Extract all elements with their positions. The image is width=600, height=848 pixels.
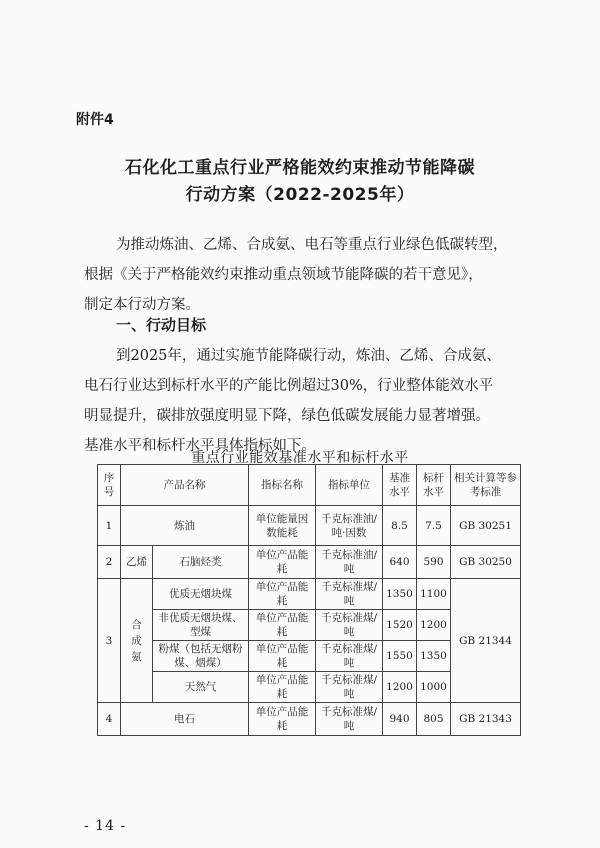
goal-line: 电石行业达到标杆水平的产能比例超过30%，行业整体能效水平: [84, 378, 494, 394]
table-row: [98, 579, 521, 610]
cell-category: [121, 579, 153, 703]
header-product: 产品名称: [121, 465, 249, 506]
cell-indicator: 单位产品能耗: [249, 703, 316, 736]
page-number: - 14 -: [84, 818, 127, 834]
cell-base: 1200: [383, 672, 417, 703]
document-title-line1: 石化化工重点行业严格能效约束推动节能降碳: [125, 158, 475, 178]
cell-unit: 千克标准煤/吨: [316, 641, 383, 672]
cell-product: 粉煤（包括无烟粉煤、烟煤）: [153, 641, 249, 672]
cell-standard: GB 21344: [451, 579, 521, 703]
goal-line: 到2025年，通过实施节能降碳行动，炼油、乙烯、合成氨、: [116, 348, 501, 364]
cell-product: 非优质无烟块煤、型煤: [153, 610, 249, 641]
cell-unit: 千克标准煤/吨: [316, 672, 383, 703]
goal-line: 明显提升，碳排放强度明显下降，绿色低碳发展能力显著增强。: [84, 408, 490, 424]
header-standard: 相关计算等参考标准: [451, 465, 521, 506]
table-caption: 重点行业能效基准水平和标杆水平: [191, 450, 409, 466]
cell-base: 640: [383, 546, 417, 579]
cell-unit: 千克标准煤/吨: [316, 579, 383, 610]
cell-product: 天然气: [153, 672, 249, 703]
table-row: [98, 546, 521, 579]
cell-base: 1550: [383, 641, 417, 672]
cell-unit: 千克标准油/吨: [316, 546, 383, 579]
cell-seq: 2: [98, 546, 121, 579]
cell-standard: GB 30251: [451, 506, 521, 546]
cell-seq: 1: [98, 506, 121, 546]
intro-line: 根据《关于严格能效约束推动重点领域节能降碳的若干意见》，: [84, 267, 483, 283]
cell-base: 940: [383, 703, 417, 736]
cell-product: 石脑烃类: [153, 546, 249, 579]
header-bench: 标杆水平: [417, 465, 451, 506]
category-label: 合成氨: [131, 618, 142, 663]
cell-bench: 1200: [417, 610, 451, 641]
cell-base: 8.5: [383, 506, 417, 546]
section-heading: 一、行动目标: [116, 316, 207, 334]
intro-line: 为推动炼油、乙烯、合成氨、电石等重点行业绿色低碳转型，: [116, 237, 508, 253]
table-row: [98, 703, 521, 736]
cell-indicator: 单位能量因数能耗: [249, 506, 316, 546]
cell-bench: 7.5: [417, 506, 451, 546]
cell-indicator: 单位产品能耗: [249, 641, 316, 672]
cell-product: 电石: [121, 703, 249, 736]
header-seq: 序号: [98, 465, 121, 506]
table-row: [98, 506, 521, 546]
cell-unit: 千克标准煤/吨: [316, 703, 383, 736]
cell-indicator: 单位产品能耗: [249, 579, 316, 610]
cell-seq: 3: [98, 579, 121, 703]
intro-line: 制定本行动方案。: [84, 297, 200, 313]
cell-indicator: 单位产品能耗: [249, 610, 316, 641]
cell-category: 乙烯: [121, 546, 153, 579]
cell-bench: 1100: [417, 579, 451, 610]
cell-base: 1350: [383, 579, 417, 610]
goal-paragraph: [84, 341, 544, 461]
header-base: 基准水平: [383, 465, 417, 506]
cell-standard: GB 30250: [451, 546, 521, 579]
benchmark-table: [97, 464, 521, 736]
goal-line: 基准水平和标杆水平具体指标如下。: [84, 438, 316, 454]
document-title-line2: 行动方案（2022-2025年）: [185, 185, 415, 205]
cell-bench: 590: [417, 546, 451, 579]
cell-indicator: 单位产品能耗: [249, 672, 316, 703]
cell-standard: GB 21343: [451, 703, 521, 736]
cell-bench: 1000: [417, 672, 451, 703]
cell-indicator: 单位产品能耗: [249, 546, 316, 579]
header-indicator: 指标名称: [249, 465, 316, 506]
cell-product: 优质无烟块煤: [153, 579, 249, 610]
cell-unit: 千克标准煤/吨: [316, 610, 383, 641]
cell-seq: 4: [98, 703, 121, 736]
table-header-row: [98, 465, 521, 506]
cell-base: 1520: [383, 610, 417, 641]
cell-bench: 1350: [417, 641, 451, 672]
intro-paragraph: [84, 230, 544, 320]
cell-product: 炼油: [121, 506, 249, 546]
header-unit: 指标单位: [316, 465, 383, 506]
cell-unit: 千克标准油/吨·因数: [316, 506, 383, 546]
attachment-label: 附件4: [76, 112, 114, 128]
cell-bench: 805: [417, 703, 451, 736]
